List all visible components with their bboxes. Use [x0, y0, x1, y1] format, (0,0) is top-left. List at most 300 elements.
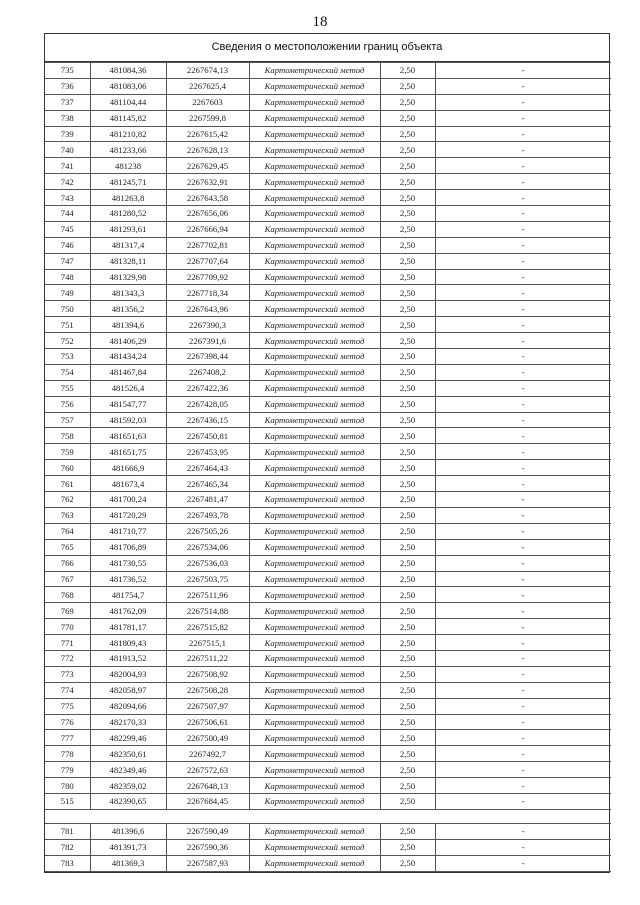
cell-coord-y: 2267536,03 — [166, 555, 249, 571]
cell-coord-y: 2267390,3 — [166, 317, 249, 333]
cell-description: - — [435, 349, 611, 365]
cell-accuracy: 2,50 — [380, 823, 435, 839]
cell-accuracy: 2,50 — [380, 158, 435, 174]
cell-point-number: 783 — [45, 855, 90, 871]
cell-accuracy: 2,50 — [380, 174, 435, 190]
cell-method: Картометрический метод — [249, 714, 380, 730]
cell-method: Картометрический метод — [249, 823, 380, 839]
cell-coord-x: 482390,65 — [90, 793, 166, 809]
cell-coord-x: 481592,03 — [90, 412, 166, 428]
table-row — [45, 412, 611, 428]
cell-point-number: 766 — [45, 555, 90, 571]
cell-point-number: 765 — [45, 539, 90, 555]
cell-accuracy: 2,50 — [380, 682, 435, 698]
cell-coord-x: 481651,75 — [90, 444, 166, 460]
cell-coord-y: 2267391,6 — [166, 333, 249, 349]
cell-point-number: 738 — [45, 110, 90, 126]
cell-accuracy: 2,50 — [380, 839, 435, 855]
table-row — [45, 206, 611, 222]
cell-description: - — [435, 571, 611, 587]
cell-method: Картометрический метод — [249, 492, 380, 508]
cell-coord-x: 481356,2 — [90, 301, 166, 317]
cell-accuracy: 2,50 — [380, 333, 435, 349]
cell-method: Картометрический метод — [249, 269, 380, 285]
table-row — [45, 380, 611, 396]
table-row — [45, 523, 611, 539]
cell-method: Картометрический метод — [249, 364, 380, 380]
cell-point-number: 736 — [45, 78, 90, 94]
table-row — [45, 682, 611, 698]
cell-coord-x: 481391,73 — [90, 839, 166, 855]
cell-description: - — [435, 301, 611, 317]
cell-method: Картометрический метод — [249, 190, 380, 206]
cell-coord-x: 481666,9 — [90, 460, 166, 476]
cell-description: - — [435, 823, 611, 839]
cell-coord-x: 481700,24 — [90, 492, 166, 508]
cell-description: - — [435, 63, 611, 79]
cell-coord-y: 2267453,95 — [166, 444, 249, 460]
table-row — [45, 666, 611, 682]
cell-method: Картометрический метод — [249, 571, 380, 587]
cell-method: Картометрический метод — [249, 539, 380, 555]
cell-description: - — [435, 174, 611, 190]
cell-coord-x: 481396,6 — [90, 823, 166, 839]
cell-accuracy: 2,50 — [380, 206, 435, 222]
cell-point-number: 768 — [45, 587, 90, 603]
cell-coord-x: 481280,52 — [90, 206, 166, 222]
cell-accuracy: 2,50 — [380, 317, 435, 333]
cell-point-number: 769 — [45, 603, 90, 619]
cell-method: Картометрический метод — [249, 682, 380, 698]
cell-method: Картометрический метод — [249, 317, 380, 333]
table-row — [45, 269, 611, 285]
table-title: Сведения о местоположении границ объекта — [45, 34, 609, 62]
cell-accuracy: 2,50 — [380, 666, 435, 682]
cell-coord-y: 2267707,64 — [166, 253, 249, 269]
cell-coord-x: 481394,6 — [90, 317, 166, 333]
cell-coord-x: 481754,7 — [90, 587, 166, 603]
cell-accuracy: 2,50 — [380, 730, 435, 746]
cell-coord-y: 2267629,45 — [166, 158, 249, 174]
cell-accuracy: 2,50 — [380, 190, 435, 206]
cell-accuracy: 2,50 — [380, 855, 435, 871]
cell-coord-x: 481913,52 — [90, 650, 166, 666]
cell-point-number: 774 — [45, 682, 90, 698]
cell-coord-x: 481434,24 — [90, 349, 166, 365]
cell-description: - — [435, 855, 611, 871]
cell-accuracy: 2,50 — [380, 523, 435, 539]
cell-coord-y: 2267702,81 — [166, 237, 249, 253]
cell-accuracy: 2,50 — [380, 380, 435, 396]
cell-coord-x: 482349,46 — [90, 762, 166, 778]
cell-accuracy: 2,50 — [380, 603, 435, 619]
cell-method: Картометрический метод — [249, 746, 380, 762]
cell-coord-y: 2267428,05 — [166, 396, 249, 412]
cell-point-number: 771 — [45, 635, 90, 651]
table-row — [45, 428, 611, 444]
cell-coord-y: 2267508,92 — [166, 666, 249, 682]
cell-method: Картометрический метод — [249, 94, 380, 110]
cell-coord-y: 2267493,78 — [166, 507, 249, 523]
cell-method: Картометрический метод — [249, 349, 380, 365]
cell-description: - — [435, 730, 611, 746]
cell-coord-y: 2267625,4 — [166, 78, 249, 94]
cell-point-number: 742 — [45, 174, 90, 190]
table-row — [45, 364, 611, 380]
cell-accuracy: 2,50 — [380, 555, 435, 571]
table-row — [45, 571, 611, 587]
cell-point-number: 515 — [45, 793, 90, 809]
cell-description: - — [435, 158, 611, 174]
cell-accuracy: 2,50 — [380, 110, 435, 126]
table-row — [45, 63, 611, 79]
cell-point-number: 775 — [45, 698, 90, 714]
cell-description: - — [435, 523, 611, 539]
cell-method: Картометрический метод — [249, 412, 380, 428]
cell-description: - — [435, 285, 611, 301]
cell-accuracy: 2,50 — [380, 428, 435, 444]
cell-coord-y: 2267572,63 — [166, 762, 249, 778]
table-row — [45, 587, 611, 603]
cell-method: Картометрический метод — [249, 78, 380, 94]
cell-method: Картометрический метод — [249, 666, 380, 682]
cell-coord-x: 482004,93 — [90, 666, 166, 682]
table-row — [45, 174, 611, 190]
cell-coord-x: 481084,36 — [90, 63, 166, 79]
cell-description: - — [435, 682, 611, 698]
cell-coord-x: 481210,82 — [90, 126, 166, 142]
cell-coord-x: 481526,4 — [90, 380, 166, 396]
boundary-table-frame — [44, 33, 610, 873]
cell-point-number: 781 — [45, 823, 90, 839]
cell-accuracy: 2,50 — [380, 94, 435, 110]
cell-accuracy: 2,50 — [380, 412, 435, 428]
table-row — [45, 253, 611, 269]
cell-coord-x: 482170,33 — [90, 714, 166, 730]
group-separator-cell — [45, 809, 611, 823]
table-row — [45, 555, 611, 571]
cell-point-number: 755 — [45, 380, 90, 396]
cell-coord-x: 482058,97 — [90, 682, 166, 698]
cell-point-number: 770 — [45, 619, 90, 635]
cell-description: - — [435, 126, 611, 142]
cell-coord-y: 2267590,36 — [166, 839, 249, 855]
cell-coord-y: 2267506,61 — [166, 714, 249, 730]
cell-coord-y: 2267500,49 — [166, 730, 249, 746]
table-row — [45, 317, 611, 333]
cell-description: - — [435, 460, 611, 476]
cell-point-number: 756 — [45, 396, 90, 412]
cell-coord-x: 481329,98 — [90, 269, 166, 285]
table-row — [45, 444, 611, 460]
cell-point-number: 777 — [45, 730, 90, 746]
cell-point-number: 745 — [45, 221, 90, 237]
cell-coord-y: 2267656,06 — [166, 206, 249, 222]
cell-accuracy: 2,50 — [380, 349, 435, 365]
cell-coord-x: 481083,06 — [90, 78, 166, 94]
cell-coord-x: 481328,11 — [90, 253, 166, 269]
cell-point-number: 773 — [45, 666, 90, 682]
cell-method: Картометрический метод — [249, 158, 380, 174]
cell-description: - — [435, 444, 611, 460]
cell-coord-x: 481467,84 — [90, 364, 166, 380]
cell-coord-x: 481736,52 — [90, 571, 166, 587]
table-row — [45, 839, 611, 855]
cell-coord-y: 2267436,15 — [166, 412, 249, 428]
cell-coord-x: 482350,61 — [90, 746, 166, 762]
cell-description: - — [435, 221, 611, 237]
table-row — [45, 730, 611, 746]
cell-method: Картометрический метод — [249, 650, 380, 666]
cell-method: Картометрический метод — [249, 698, 380, 714]
cell-description: - — [435, 190, 611, 206]
table-row — [45, 460, 611, 476]
table-row — [45, 619, 611, 635]
cell-method: Картометрический метод — [249, 587, 380, 603]
cell-coord-x: 481762,09 — [90, 603, 166, 619]
cell-description: - — [435, 746, 611, 762]
cell-description: - — [435, 714, 611, 730]
cell-description: - — [435, 539, 611, 555]
table-row — [45, 158, 611, 174]
cell-method: Картометрический метод — [249, 221, 380, 237]
table-row — [45, 746, 611, 762]
coordinates-table — [45, 62, 611, 872]
cell-coord-y: 2267464,43 — [166, 460, 249, 476]
cell-accuracy: 2,50 — [380, 793, 435, 809]
cell-method: Картометрический метод — [249, 253, 380, 269]
cell-coord-y: 2267492,7 — [166, 746, 249, 762]
cell-point-number: 764 — [45, 523, 90, 539]
cell-coord-x: 482094,66 — [90, 698, 166, 714]
table-body — [45, 63, 611, 872]
cell-description: - — [435, 666, 611, 682]
cell-accuracy: 2,50 — [380, 237, 435, 253]
table-row — [45, 301, 611, 317]
cell-coord-x: 481720,29 — [90, 507, 166, 523]
cell-description: - — [435, 78, 611, 94]
cell-point-number: 740 — [45, 142, 90, 158]
cell-description: - — [435, 492, 611, 508]
table-row — [45, 237, 611, 253]
cell-coord-y: 2267511,22 — [166, 650, 249, 666]
cell-description: - — [435, 412, 611, 428]
cell-coord-x: 482359,02 — [90, 778, 166, 794]
cell-accuracy: 2,50 — [380, 78, 435, 94]
cell-point-number: 750 — [45, 301, 90, 317]
cell-coord-x: 481706,89 — [90, 539, 166, 555]
cell-method: Картометрический метод — [249, 762, 380, 778]
cell-accuracy: 2,50 — [380, 396, 435, 412]
cell-coord-y: 2267534,06 — [166, 539, 249, 555]
cell-coord-y: 2267587,93 — [166, 855, 249, 871]
cell-accuracy: 2,50 — [380, 142, 435, 158]
cell-point-number: 763 — [45, 507, 90, 523]
cell-method: Картометрический метод — [249, 635, 380, 651]
cell-coord-y: 2267508,28 — [166, 682, 249, 698]
cell-point-number: 778 — [45, 746, 90, 762]
cell-description: - — [435, 237, 611, 253]
cell-description: - — [435, 269, 611, 285]
table-row — [45, 126, 611, 142]
cell-point-number: 741 — [45, 158, 90, 174]
cell-coord-y: 2267615,42 — [166, 126, 249, 142]
cell-point-number: 747 — [45, 253, 90, 269]
cell-point-number: 752 — [45, 333, 90, 349]
table-row — [45, 349, 611, 365]
cell-point-number: 782 — [45, 839, 90, 855]
table-row — [45, 603, 611, 619]
cell-accuracy: 2,50 — [380, 619, 435, 635]
cell-accuracy: 2,50 — [380, 698, 435, 714]
cell-coord-y: 2267632,91 — [166, 174, 249, 190]
cell-accuracy: 2,50 — [380, 364, 435, 380]
cell-method: Картометрический метод — [249, 444, 380, 460]
cell-method: Картометрический метод — [249, 428, 380, 444]
cell-accuracy: 2,50 — [380, 301, 435, 317]
cell-coord-y: 2267603 — [166, 94, 249, 110]
cell-method: Картометрический метод — [249, 619, 380, 635]
table-row — [45, 762, 611, 778]
cell-point-number: 744 — [45, 206, 90, 222]
cell-coord-x: 481730,55 — [90, 555, 166, 571]
table-row — [45, 190, 611, 206]
cell-point-number: 761 — [45, 476, 90, 492]
cell-point-number: 757 — [45, 412, 90, 428]
cell-method: Картометрический метод — [249, 206, 380, 222]
cell-coord-x: 481343,3 — [90, 285, 166, 301]
cell-description: - — [435, 380, 611, 396]
table-row — [45, 650, 611, 666]
cell-coord-y: 2267709,92 — [166, 269, 249, 285]
cell-description: - — [435, 619, 611, 635]
cell-description: - — [435, 762, 611, 778]
cell-method: Картометрический метод — [249, 603, 380, 619]
cell-point-number: 772 — [45, 650, 90, 666]
cell-description: - — [435, 839, 611, 855]
cell-point-number: 754 — [45, 364, 90, 380]
cell-method: Картометрический метод — [249, 730, 380, 746]
cell-accuracy: 2,50 — [380, 539, 435, 555]
cell-description: - — [435, 698, 611, 714]
table-row — [45, 110, 611, 126]
cell-accuracy: 2,50 — [380, 587, 435, 603]
cell-coord-x: 481238 — [90, 158, 166, 174]
cell-point-number: 767 — [45, 571, 90, 587]
cell-method: Картометрический метод — [249, 63, 380, 79]
table-row — [45, 635, 611, 651]
cell-coord-y: 2267515,82 — [166, 619, 249, 635]
cell-coord-x: 481781,17 — [90, 619, 166, 635]
cell-description: - — [435, 428, 611, 444]
cell-point-number: 753 — [45, 349, 90, 365]
cell-point-number: 751 — [45, 317, 90, 333]
cell-coord-y: 2267511,96 — [166, 587, 249, 603]
cell-coord-x: 481406,29 — [90, 333, 166, 349]
table-row — [45, 333, 611, 349]
cell-method: Картометрический метод — [249, 778, 380, 794]
table-row — [45, 78, 611, 94]
cell-coord-y: 2267643,96 — [166, 301, 249, 317]
cell-accuracy: 2,50 — [380, 571, 435, 587]
cell-accuracy: 2,50 — [380, 635, 435, 651]
cell-description: - — [435, 110, 611, 126]
cell-accuracy: 2,50 — [380, 269, 435, 285]
cell-coord-x: 481245,71 — [90, 174, 166, 190]
cell-accuracy: 2,50 — [380, 285, 435, 301]
cell-coord-x: 482299,46 — [90, 730, 166, 746]
cell-coord-y: 2267590,49 — [166, 823, 249, 839]
cell-accuracy: 2,50 — [380, 126, 435, 142]
cell-coord-x: 481710,77 — [90, 523, 166, 539]
cell-coord-y: 2267398,44 — [166, 349, 249, 365]
table-row — [45, 94, 611, 110]
table-row — [45, 714, 611, 730]
cell-method: Картометрический метод — [249, 460, 380, 476]
cell-accuracy: 2,50 — [380, 476, 435, 492]
group-separator-row — [45, 809, 611, 823]
cell-coord-y: 2267422,36 — [166, 380, 249, 396]
cell-point-number: 739 — [45, 126, 90, 142]
cell-method: Картометрический метод — [249, 110, 380, 126]
cell-point-number: 776 — [45, 714, 90, 730]
cell-coord-y: 2267507,97 — [166, 698, 249, 714]
cell-coord-x: 481673,4 — [90, 476, 166, 492]
cell-coord-y: 2267515,1 — [166, 635, 249, 651]
cell-accuracy: 2,50 — [380, 221, 435, 237]
cell-method: Картометрический метод — [249, 126, 380, 142]
table-row — [45, 507, 611, 523]
cell-description: - — [435, 635, 611, 651]
cell-description: - — [435, 587, 611, 603]
cell-accuracy: 2,50 — [380, 460, 435, 476]
cell-accuracy: 2,50 — [380, 444, 435, 460]
cell-coord-y: 2267643,58 — [166, 190, 249, 206]
cell-coord-y: 2267408,2 — [166, 364, 249, 380]
cell-coord-y: 2267450,81 — [166, 428, 249, 444]
cell-description: - — [435, 94, 611, 110]
cell-point-number: 735 — [45, 63, 90, 79]
cell-coord-x: 481293,61 — [90, 221, 166, 237]
cell-point-number: 748 — [45, 269, 90, 285]
cell-description: - — [435, 476, 611, 492]
cell-coord-y: 2267503,75 — [166, 571, 249, 587]
cell-point-number: 758 — [45, 428, 90, 444]
cell-coord-y: 2267505,26 — [166, 523, 249, 539]
cell-accuracy: 2,50 — [380, 650, 435, 666]
cell-description: - — [435, 142, 611, 158]
table-row — [45, 142, 611, 158]
cell-description: - — [435, 317, 611, 333]
cell-coord-x: 481263,8 — [90, 190, 166, 206]
cell-description: - — [435, 603, 611, 619]
cell-point-number: 779 — [45, 762, 90, 778]
table-row — [45, 539, 611, 555]
cell-method: Картометрический метод — [249, 301, 380, 317]
table-row — [45, 285, 611, 301]
cell-description: - — [435, 555, 611, 571]
cell-coord-x: 481809,43 — [90, 635, 166, 651]
table-row — [45, 492, 611, 508]
cell-method: Картометрический метод — [249, 380, 380, 396]
table-row — [45, 855, 611, 871]
cell-description: - — [435, 650, 611, 666]
table-row — [45, 396, 611, 412]
cell-coord-y: 2267465,34 — [166, 476, 249, 492]
table-row — [45, 476, 611, 492]
cell-coord-x: 481547,77 — [90, 396, 166, 412]
cell-coord-x: 481369,3 — [90, 855, 166, 871]
